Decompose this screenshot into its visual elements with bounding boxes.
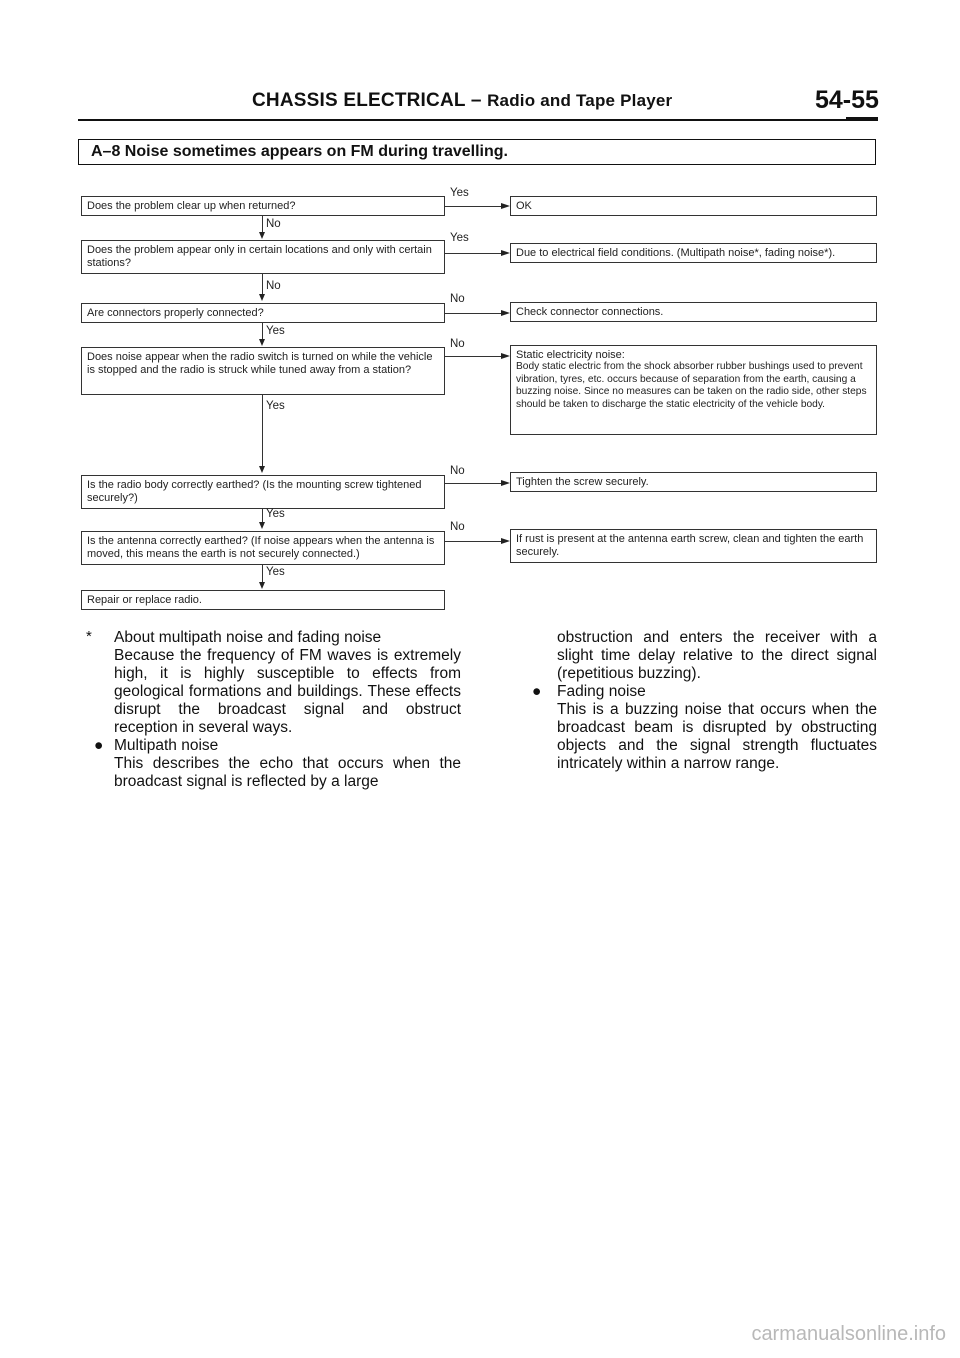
answer-box-antenna-earth: If rust is present at the antenna earth screw, clean and tighten the earth securely. bbox=[510, 529, 877, 563]
watermark: carmanualsonline.info bbox=[751, 1323, 946, 1345]
page-header-title bbox=[252, 90, 672, 112]
notes-heading: About multipath noise and fading noise bbox=[114, 629, 382, 646]
connector-q2-a2 bbox=[445, 253, 501, 254]
multipath-title-line bbox=[94, 737, 461, 755]
header-rule bbox=[78, 119, 878, 121]
footnote-asterisk: * bbox=[86, 628, 92, 645]
question-box-2: Does the problem appear only in certain locations and only with certain stations? bbox=[81, 240, 445, 274]
header-subsection: Radio and Tape Player bbox=[487, 91, 673, 110]
fading-title-line bbox=[532, 683, 877, 701]
bullet-icon: ● bbox=[94, 737, 104, 754]
arrow-right-icon bbox=[501, 310, 510, 316]
arrow-right-icon bbox=[501, 538, 510, 544]
connector-q1-q2 bbox=[262, 216, 263, 232]
connector-q4-q5 bbox=[262, 395, 263, 467]
answer-box-tighten-screw: Tighten the screw securely. bbox=[510, 472, 877, 492]
connector-q6-end bbox=[262, 565, 263, 583]
no-label-4: No bbox=[450, 338, 465, 350]
yes-label-2: Yes bbox=[450, 232, 469, 244]
connector-q1-a1 bbox=[445, 206, 501, 207]
yes-label-5: Yes bbox=[266, 508, 285, 520]
connector-q3-a3 bbox=[445, 313, 501, 314]
no-label-6: No bbox=[450, 521, 465, 533]
question-box-5: Is the radio body correctly earthed? (Is the mounting screw tightened securely?) bbox=[81, 475, 445, 509]
multipath-text-left: This describes the echo that occurs when the broadcast signal is reflected by a large bbox=[114, 755, 461, 790]
arrow-down-icon bbox=[259, 232, 265, 239]
arrow-down-icon bbox=[259, 582, 265, 589]
notes-left-column bbox=[94, 629, 461, 791]
static-noise-body: Body static electric from the shock absorber rubber bushings used to prevent vibration, tyres, etc. occurs because of separation from the earth, causing a buzzing noise. Since no measures can be taken on the radio side, other steps should be taken to discharge the static electricity of the vehicle body. bbox=[516, 361, 867, 410]
notes-intro: Because the frequency of FM waves is extremely high, it is highly susceptible to effects from geological formations and buildings. These effects disrupt the broadcast signal and obstruct reception in several ways. bbox=[114, 647, 461, 736]
question-box-3: Are connectors properly connected? bbox=[81, 303, 445, 323]
no-label-3: No bbox=[450, 293, 465, 305]
question-box-4: Does noise appear when the radio switch is turned on while the vehicle is stopped and the radio is struck while tuned away from a station? bbox=[81, 347, 445, 395]
question-box-6: Is the antenna correctly earthed? (If noise appears when the antenna is moved, this means the earth is not securely connected.) bbox=[81, 531, 445, 565]
connector-q5-q6 bbox=[262, 509, 263, 523]
multipath-title: Multipath noise bbox=[114, 737, 219, 754]
yes-label-6: Yes bbox=[266, 566, 285, 578]
answer-box-check-connectors: Check connector connections. bbox=[510, 302, 877, 322]
multipath-text-right: obstruction and enters the receiver with a slight time delay relative to the direct signal (repetitious buzzing). bbox=[557, 629, 877, 682]
arrow-right-icon bbox=[501, 250, 510, 256]
header-rule-accent bbox=[846, 117, 878, 121]
yes-label-4: Yes bbox=[266, 400, 285, 412]
answer-box-ok: OK bbox=[510, 196, 877, 216]
section-title: A–8 Noise sometimes appears on FM during travelling. bbox=[78, 139, 876, 165]
no-label-1: No bbox=[266, 218, 281, 230]
answer-box-static-electricity bbox=[510, 345, 877, 435]
no-label-5: No bbox=[450, 465, 465, 477]
fading-title: Fading noise bbox=[557, 683, 646, 700]
arrow-right-icon bbox=[501, 353, 510, 359]
connector-q4-a4 bbox=[445, 356, 501, 357]
question-box-1: Does the problem clear up when returned? bbox=[81, 196, 445, 216]
arrow-right-icon bbox=[501, 480, 510, 486]
fading-text: This is a buzzing noise that occurs when the broadcast beam is disrupted by obstructing objects and the signal strength fluctuates intricately within a narrow range. bbox=[557, 701, 877, 772]
connector-q5-a5 bbox=[445, 483, 501, 484]
arrow-down-icon bbox=[259, 466, 265, 473]
yes-label-1: Yes bbox=[450, 187, 469, 199]
final-action-box: Repair or replace radio. bbox=[81, 590, 445, 610]
notes-right-column bbox=[532, 629, 877, 773]
yes-label-3: Yes bbox=[266, 325, 285, 337]
connector-q2-q3 bbox=[262, 274, 263, 294]
no-label-2: No bbox=[266, 280, 281, 292]
arrow-down-icon bbox=[259, 522, 265, 529]
header-dash: – bbox=[470, 90, 482, 111]
arrow-down-icon bbox=[259, 294, 265, 301]
answer-box-field-conditions: Due to electrical field conditions. (Multipath noise*, fading noise*). bbox=[510, 243, 877, 263]
connector-q6-a6 bbox=[445, 541, 501, 542]
arrow-down-icon bbox=[259, 339, 265, 346]
page-number: 54-55 bbox=[815, 86, 879, 114]
arrow-right-icon bbox=[501, 203, 510, 209]
static-noise-title: Static electricity noise: bbox=[516, 349, 625, 361]
header-section: CHASSIS ELECTRICAL bbox=[252, 90, 466, 111]
bullet-icon: ● bbox=[532, 683, 542, 700]
